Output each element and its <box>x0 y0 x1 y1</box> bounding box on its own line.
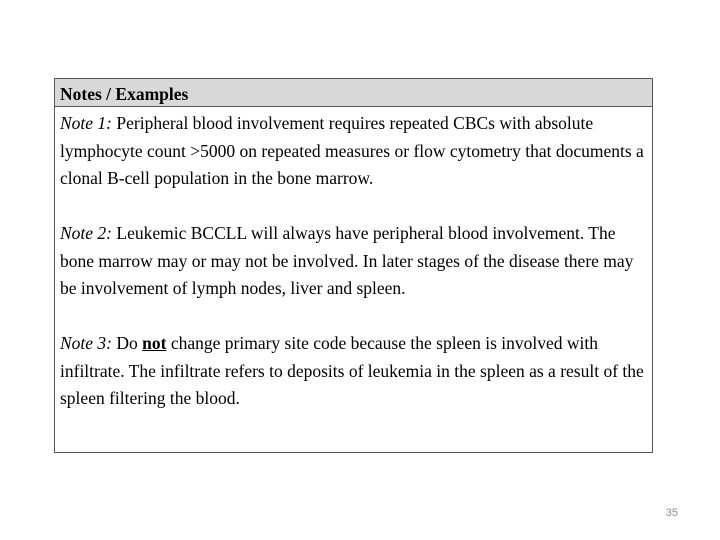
note-3 <box>60 330 648 413</box>
page-number: 35 <box>665 507 678 519</box>
note-3-text-after: change primary site code because the spleen is involved with infiltrate. The infiltrate refers to deposits of leukemia in the spleen as a result of the spleen filtering the blood. <box>60 333 644 408</box>
note-1-text: Peripheral blood involvement requires repeated CBCs with absolute lymphocyte count >5000 on repeated measures or flow cytometry that documents a clonal B-cell population in the bone marrow. <box>60 113 644 188</box>
note-3-text-before: Do <box>112 333 143 353</box>
notes-table <box>54 78 653 453</box>
note-1 <box>60 110 648 193</box>
notes-body <box>55 107 652 413</box>
note-2 <box>60 220 648 303</box>
note-2-text: Leukemic BCCLL will always have peripheral blood involvement. The bone marrow may or may not be involved. In later stages of the disease there may be involvement of lymph nodes, liver and spleen. <box>60 223 634 298</box>
notes-header: Notes / Examples <box>55 79 652 107</box>
note-3-label: Note 3: <box>60 333 113 353</box>
note-1-label: Note 1: <box>60 113 113 133</box>
note-2-label: Note 2: <box>60 223 113 243</box>
note-3-emphasis: not <box>142 333 167 353</box>
